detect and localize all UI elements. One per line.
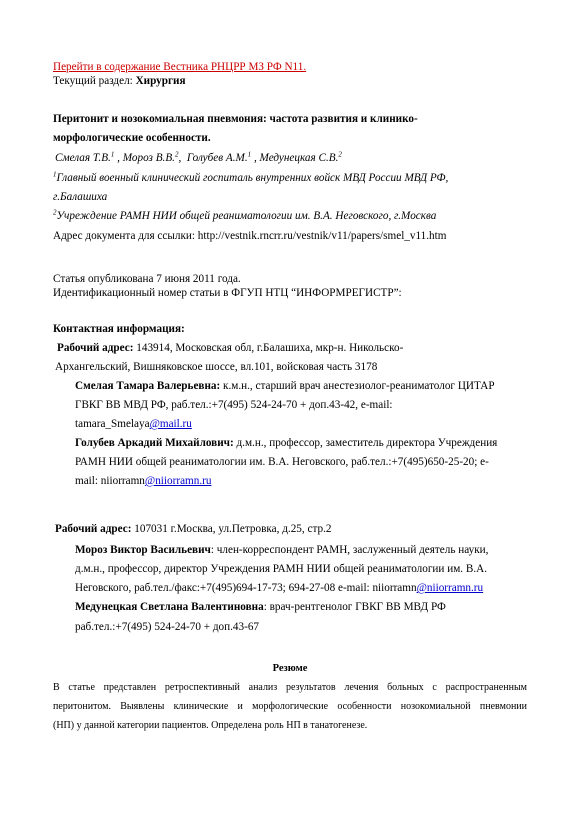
summary-line-2: перитонитом. Выявлены клинические и морфологические особенности нозокомиальной пневмонии — [53, 701, 527, 712]
email-link-2[interactable]: @niiorramn.ru — [144, 475, 212, 487]
contact-person-3-line-2: д.м.н., профессор, директор Учреждения РАМН НИИ общей реаниматологии им. В.А. — [75, 563, 487, 575]
summary-heading: Резюме — [272, 663, 308, 674]
contact-person-4-line-2: раб.тел.:+7(495) 524-24-70 + доп.43-67 — [75, 621, 260, 633]
author-2: Мороз В.В. — [122, 152, 175, 164]
affiliation-1-line-1: $^1$Главный военный клинический госпиталь внутренних войск МВД России МВД РФ, — [53, 170, 449, 184]
section-label: Текущий раздел: — [53, 75, 136, 87]
contact-person-2-line-1: Голубев Аркадий Михайлович: д.м.н., профессор, заместитель директора Учреждения — [75, 437, 498, 449]
article-title-line-2: морфологические особенности. — [53, 132, 211, 144]
summary-line-1: В статье представлен ретроспективный анализ результатов лечения больных с распространенным — [53, 682, 527, 693]
author-3: Голубев А.М. — [186, 152, 248, 164]
current-section — [53, 74, 186, 88]
summary-line-3: (НП) у данной категории пациентов. Определена роль НП в танатогенезе. — [53, 720, 368, 731]
work-address-1-line-2: Архангельский, Вишняковское шоссе, вл.101, войсковая часть 3178 — [55, 361, 378, 373]
contact-person-1-line-1: Смелая Тамара Валерьевна: к.м.н., старший врач анестезиолог-реаниматолог ЦИТАР — [75, 380, 495, 392]
contact-person-2-line-2: РАМН НИИ общей реаниматологии им. В.А. Неговского, раб.тел.:+7(495)650-25-20; e- — [75, 456, 489, 468]
contact-heading: Контактная информация: — [53, 323, 185, 335]
article-title-line-1: Перитонит и нозокомиальная пневмония: частота развития и клинико- — [53, 113, 418, 125]
document-address: Адрес документа для ссылки: http://vestnik.rncrr.ru/vestnik/v11/papers/smel_v11.htm — [53, 230, 447, 242]
email-link-1[interactable]: @mail.ru — [149, 418, 192, 430]
contact-person-2-email: mail: niiorramn@niiorramn.ru — [75, 475, 212, 487]
affiliation-2: $^2$Учреждение РАМН НИИ общей реаниматологии им. В.А. Неговского, г.Москва — [53, 208, 437, 222]
contact-person-3-line-1: Мороз Виктор Васильевич: член-корреспондент РАМН, заслуженный деятель науки, — [75, 544, 489, 556]
authors: Смелая Т.В.$^1$ , Мороз В.В.$^2$, Голубев А.М.$^1$ , Медунецкая С.В.$^2$ — [55, 150, 342, 164]
section-value: Хирургия — [135, 75, 186, 87]
work-address-1-line-1: Рабочий адрес: 143914, Московская обл, г.Балашиха, мкр-н. Никольско- — [57, 342, 404, 354]
toc-link[interactable]: Перейти в содержание Вестника РНЦРР МЗ РФ N11. — [53, 61, 307, 73]
affiliation-1-line-2: г.Балашиха — [53, 191, 108, 203]
author-1: Смелая Т.В. — [55, 152, 111, 164]
email-link-3[interactable]: @niiorramn.ru — [416, 582, 484, 594]
author-4: Медунецкая С.В. — [259, 152, 339, 164]
registration-id: Идентификационный номер статьи в ФГУП НТЦ “ИНФОРМРЕГИСТР”: — [53, 287, 402, 299]
published-date: Статья опубликована 7 июня 2011 года. — [53, 273, 241, 285]
work-address-2: Рабочий адрес: 107031 г.Москва, ул.Петровка, д.25, стр.2 — [55, 523, 332, 535]
contact-person-3-line-3: Неговского, раб.тел./факс:+7(495)694-17-73; 694-27-08 e-mail: niiorramn@niiorramn.ru — [75, 582, 484, 594]
contact-person-1-email: tamara_Smelaya@mail.ru — [75, 418, 192, 430]
contact-person-1-line-2: ГВКГ ВВ МВД РФ, раб.тел.:+7(495) 524-24-70 + доп.43-42, e-mail: — [75, 399, 393, 411]
contact-person-4-line-1: Медунецкая Светлана Валентиновна: врач-рентгенолог ГВКГ ВВ МВД РФ — [75, 601, 446, 613]
